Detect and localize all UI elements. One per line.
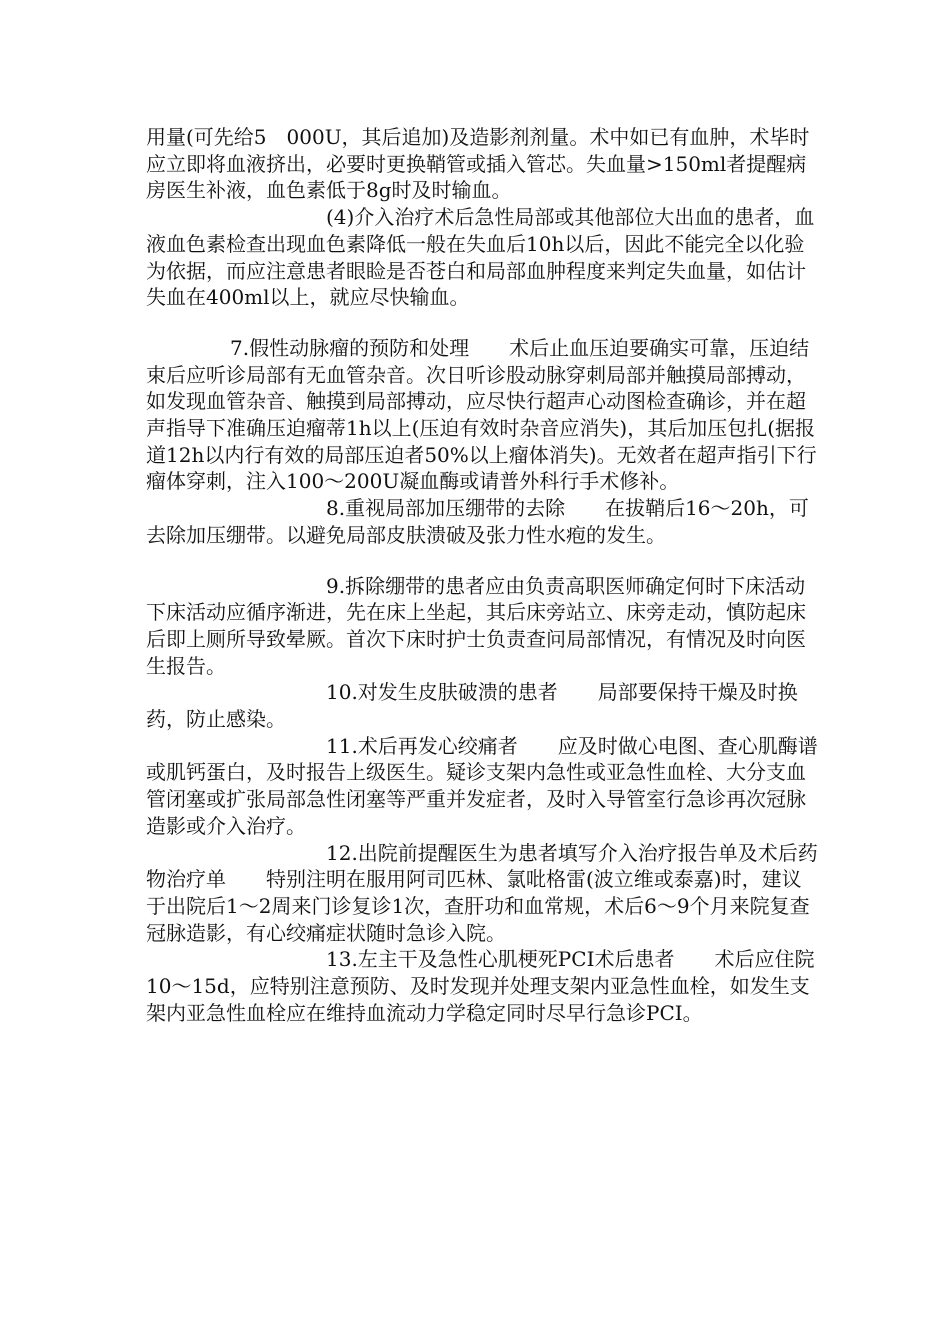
paragraph-pseudoaneurysm: 7.假性动脉瘤的预防和处理 术后止血压迫要确实可靠，压迫结束后应听诊局部有无血管杂音。次日听诊股动脉穿刺局部并触摸局部搏动，如发现血管杂音、触摸到局部搏动，应尽快行超声心动图检查确诊，并在超声指导下准确压迫瘤蒂1h以上(压迫有效时杂音应消失)，其后加压包扎(据报道12h以内行有效的局部压迫者50%以上瘤体消失)。无效者在超声指引下行瘤体穿刺，注入100～200U凝血酶或请普外科行手术修补。 <box>146 335 817 494</box>
paragraph-major-bleeding: (4)介入治疗术后急性局部或其他部位大出血的患者，血液血色素检查出现血色素降低一般在失血后10h以后，因此不能完全以化验为依据，而应注意患者眼睑是否苍白和局部血肿程度来判定失血量，如估计失血在400ml以上，就应尽快输血。 <box>146 205 815 310</box>
paragraph-discharge-report: 12.出院前提醒医生为患者填写介入治疗报告单及术后药物治疗单 特别注明在服用阿司匹林、氯吡格雷(波立维或泰嘉)时，建议于出院后1～2周来门诊复诊1次，查肝功和血常规，术后6～9个月来院复查冠脉造影，有心绞痛症状随时急诊入院。 <box>146 840 818 945</box>
paragraph-bandage-removal: 8.重视局部加压绷带的去除 在拔鞘后16～20h，可去除加压绷带。以避免局部皮肤溃破及张力性水疱的发生。 <box>146 496 809 547</box>
paragraph-ambulation: 9.拆除绷带的患者应由负责高职医师确定何时下床活动 下床活动应循序渐进，先在床上坐起，其后床旁站立、床旁走动，慎防起床后即上厕所导致晕厥。首次下床时护士负责查问局部情况，有情况及时向医生报告。 <box>146 573 846 678</box>
paragraph-recurrent-angina: 11.术后再发心绞痛者 应及时做心电图、查心肌酶谱或肌钙蛋白，及时报告上级医生。疑诊支架内急性或亚急性血栓、大分支血管闭塞或扩张局部急性闭塞等严重并发症者，及时入导管室行急诊再次冠脉造影或介入治疗。 <box>146 733 818 838</box>
document-body <box>146 124 846 1027</box>
paragraph-spacer <box>146 549 818 573</box>
paragraph-dosage-bleeding: 用量(可先给5 000U，其后追加)及造影剂剂量。术中如已有血肿，术毕时应立即将血液挤出，必要时更换鞘管或插入管芯。失血量>150ml者提醒病房医生补液，血色素低于8g时及时输血。 <box>146 125 810 203</box>
paragraph-spacer <box>146 311 818 335</box>
paragraph-left-main-pci: 13.左主干及急性心肌梗死PCI术后患者 术后应住院10～15d，应特别注意预防、及时发现并处理支架内亚急性血栓，如发生支架内亚急性血栓应在维持血流动力学稳定同时尽早行急诊PCI。 <box>146 947 815 1025</box>
paragraph-skin-ulceration: 10.对发生皮肤破溃的患者 局部要保持干燥及时换药，防止感染。 <box>146 680 798 732</box>
